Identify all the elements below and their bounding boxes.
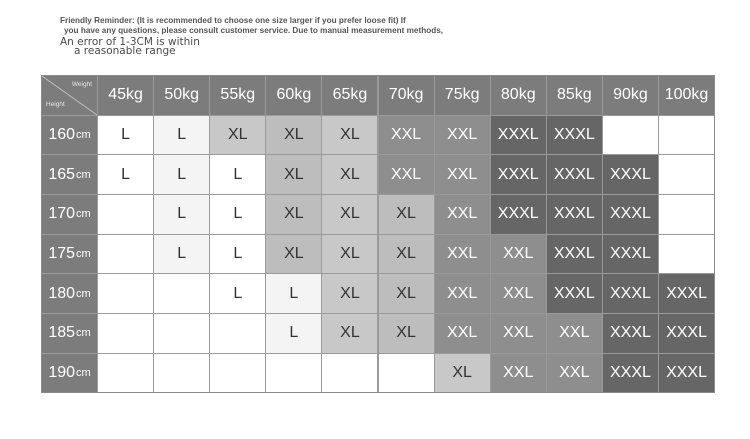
size-cell: L <box>210 274 265 313</box>
size-cell: XXL <box>547 314 602 353</box>
size-cell: XXL <box>547 354 602 393</box>
height-value: 160 <box>48 125 76 143</box>
size-cell <box>154 314 209 353</box>
weight-header: 60kg <box>266 76 321 115</box>
size-cell: XXL <box>435 116 490 155</box>
error-note-line-2: a reasonable range <box>74 45 176 57</box>
size-cell: XXXL <box>491 155 546 194</box>
size-cell <box>659 235 714 274</box>
size-cell: L <box>154 155 209 194</box>
size-cell <box>659 116 714 155</box>
size-cell: L <box>210 195 265 234</box>
size-cell <box>210 314 265 353</box>
size-cell: XL <box>379 195 434 234</box>
size-cell <box>603 116 658 155</box>
size-cell: XL <box>379 314 434 353</box>
weight-header: 75kg <box>435 76 490 115</box>
size-cell <box>379 354 434 393</box>
height-header <box>42 235 97 274</box>
size-cell: XXL <box>435 155 490 194</box>
height-header <box>42 195 97 234</box>
error-note-line-1: An error of 1-3CM is within <box>60 36 200 48</box>
size-cell: XXL <box>435 195 490 234</box>
size-cell: L <box>154 116 209 155</box>
size-cell <box>659 155 714 194</box>
size-cell: L <box>266 314 321 353</box>
height-value: 180 <box>48 284 76 302</box>
size-cell: XL <box>322 155 377 194</box>
size-cell: L <box>98 116 153 155</box>
weight-header: 100kg <box>659 76 714 115</box>
height-unit: cm <box>76 168 91 181</box>
size-cell: XXL <box>435 314 490 353</box>
size-cell: XXL <box>491 314 546 353</box>
size-cell: XXXL <box>491 195 546 234</box>
size-cell: XXL <box>491 354 546 393</box>
weight-header: 55kg <box>210 76 265 115</box>
height-value: 185 <box>48 324 76 342</box>
size-cell: XXXL <box>603 314 658 353</box>
size-cell <box>266 354 321 393</box>
size-cell: XXL <box>491 235 546 274</box>
size-cell: XL <box>322 195 377 234</box>
size-cell: XXL <box>435 235 490 274</box>
size-cell: XXXL <box>491 116 546 155</box>
weight-header: 80kg <box>491 76 546 115</box>
size-cell: L <box>98 155 153 194</box>
size-cell <box>98 274 153 313</box>
size-cell: XXXL <box>547 274 602 313</box>
size-cell: L <box>154 235 209 274</box>
size-cell <box>98 195 153 234</box>
size-cell: XXXL <box>547 116 602 155</box>
reminder-line-2: you have any questions, please consult customer service. Due to manual measurement methods, <box>64 26 444 35</box>
size-cell: XL <box>435 354 490 393</box>
size-cell: L <box>210 235 265 274</box>
size-cell <box>154 274 209 313</box>
size-cell: XXXL <box>659 354 714 393</box>
height-unit: cm <box>76 287 91 300</box>
friendly-reminder <box>60 16 720 36</box>
size-cell: XL <box>322 314 377 353</box>
height-header <box>42 314 97 353</box>
size-cell <box>210 354 265 393</box>
size-cell: XL <box>266 116 321 155</box>
size-cell: XXL <box>379 116 434 155</box>
size-cell: XXXL <box>603 354 658 393</box>
height-unit: cm <box>76 367 91 380</box>
height-axis-label: Height <box>46 100 65 108</box>
height-unit: cm <box>76 208 91 221</box>
size-chart-table <box>41 75 715 393</box>
size-cell: XL <box>266 155 321 194</box>
height-value: 165 <box>48 165 76 183</box>
size-cell: XXXL <box>659 314 714 353</box>
size-cell <box>98 354 153 393</box>
height-value: 190 <box>48 364 76 382</box>
size-cell: XXXL <box>547 235 602 274</box>
weight-header: 70kg <box>379 76 434 115</box>
size-cell: XL <box>322 274 377 313</box>
weight-header: 65kg <box>322 76 377 115</box>
size-cell <box>154 354 209 393</box>
size-cell: XL <box>322 116 377 155</box>
weight-header: 85kg <box>547 76 602 115</box>
size-cell: XXXL <box>659 274 714 313</box>
size-cell: XXXL <box>547 155 602 194</box>
size-cell <box>322 354 377 393</box>
size-cell: XXXL <box>603 274 658 313</box>
size-cell: XXXL <box>547 195 602 234</box>
size-cell: XL <box>266 235 321 274</box>
weight-header: 45kg <box>98 76 153 115</box>
height-unit: cm <box>76 327 91 340</box>
table-corner <box>42 76 97 115</box>
size-cell: XXXL <box>603 235 658 274</box>
height-value: 175 <box>48 245 76 263</box>
size-cell: XXL <box>491 274 546 313</box>
height-value: 170 <box>48 205 76 223</box>
height-unit: cm <box>76 248 91 261</box>
size-cell: XXXL <box>603 195 658 234</box>
size-cell <box>98 235 153 274</box>
size-cell: XL <box>379 274 434 313</box>
size-cell: L <box>210 155 265 194</box>
size-cell <box>659 195 714 234</box>
weight-header: 50kg <box>154 76 209 115</box>
size-cell: XL <box>379 235 434 274</box>
reminder-line-1: Friendly Reminder: (It is recommended to choose one size larger if you prefer loose fit) If <box>60 16 406 25</box>
weight-axis-label: Weight <box>71 81 92 88</box>
height-header <box>42 274 97 313</box>
height-header <box>42 155 97 194</box>
height-unit: cm <box>76 128 91 141</box>
size-cell: XL <box>266 195 321 234</box>
error-note <box>60 38 200 56</box>
size-cell: L <box>154 195 209 234</box>
size-cell <box>98 314 153 353</box>
size-cell: XXL <box>435 274 490 313</box>
size-cell: L <box>266 274 321 313</box>
height-header <box>42 116 97 155</box>
weight-header: 90kg <box>603 76 658 115</box>
size-cell: XXXL <box>603 155 658 194</box>
size-cell: XL <box>210 116 265 155</box>
height-header <box>42 354 97 393</box>
size-cell: XXL <box>379 155 434 194</box>
size-cell: XL <box>322 235 377 274</box>
